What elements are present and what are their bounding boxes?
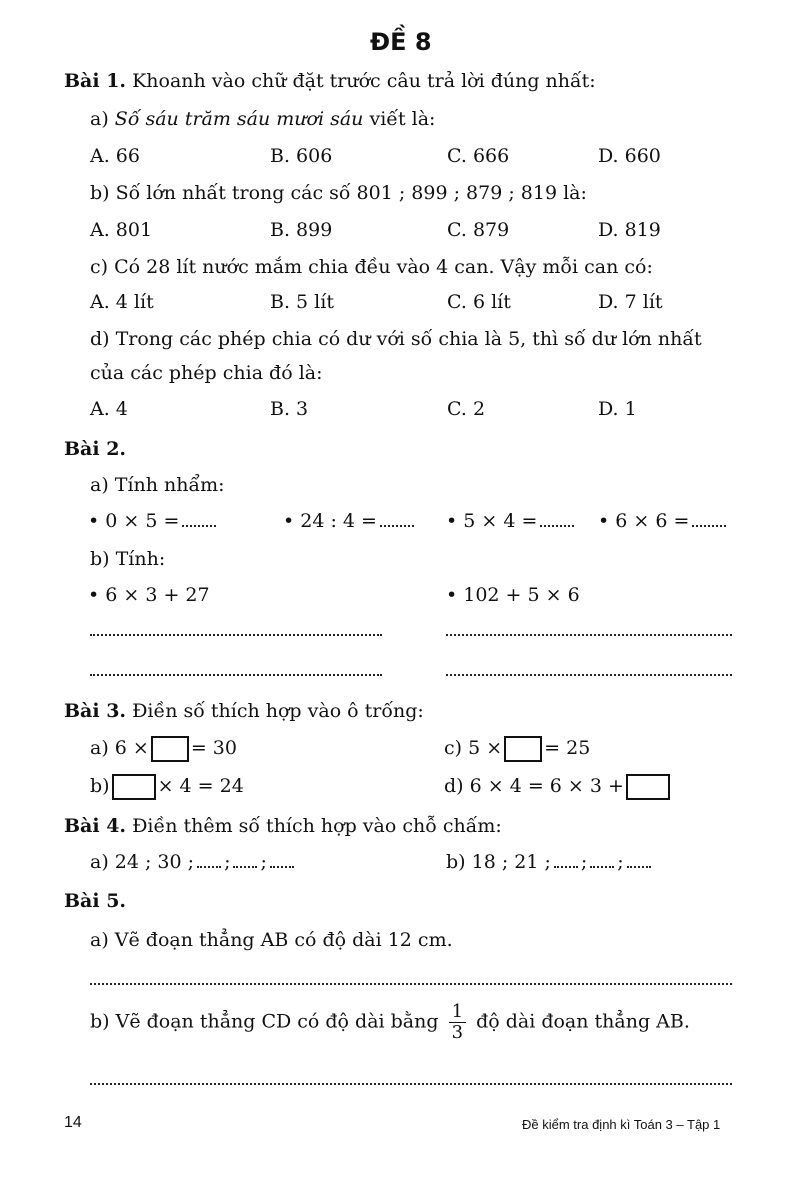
option-b[interactable]: B. 5 lít	[270, 291, 334, 313]
bai1-heading	[64, 70, 596, 92]
bai1-a-prefix: a)	[90, 108, 109, 130]
option-a[interactable]: A. 66	[90, 145, 140, 167]
bai1-d-question-line2: của các phép chia đó là:	[90, 362, 323, 384]
answer-blank[interactable]	[692, 525, 726, 527]
bai2-a-label: a) Tính nhẩm:	[90, 474, 225, 496]
sequence-item: a) 24 ; 30 ; ; ;	[90, 851, 297, 873]
fill-box-item: d) 6 × 4 = 6 × 3 +	[444, 774, 672, 800]
answer-blank[interactable]	[270, 866, 294, 868]
bai5-b-question: b) Vẽ đoạn thẳng CD có độ dài bằng $\frac{1}{3}$ độ dài đoạn thẳng AB.	[90, 1001, 690, 1043]
bai3-label: Bài 3.	[64, 700, 127, 722]
mental-calc-item: • 0 × 5 =	[88, 510, 219, 532]
bai1-b-question: b) Số lớn nhất trong các số 801 ; 899 ; 879 ; 819 là:	[90, 182, 587, 204]
bai1-instruction: Khoanh vào chữ đặt trước câu trả lời đúng nhất:	[132, 70, 596, 92]
calc-item: • 6 × 3 + 27	[88, 584, 210, 606]
answer-box[interactable]	[626, 774, 670, 800]
fill-box-item: c) 5 × = 25	[444, 736, 590, 762]
bai1-d-question-line1: d) Trong các phép chia có dư với số chia là 5, thì số dư lớn nhất	[90, 328, 702, 350]
bai1-label: Bài 1.	[64, 70, 127, 92]
option-a[interactable]: A. 801	[90, 219, 153, 241]
answer-blank[interactable]	[233, 866, 257, 868]
bai4-instruction: Điền thêm số thích hợp vào chỗ chấm:	[132, 815, 502, 837]
bai1-a-rest: viết là:	[369, 108, 436, 130]
option-d[interactable]: D. 7 lít	[598, 291, 663, 313]
answer-blank[interactable]	[590, 866, 614, 868]
answer-box[interactable]	[151, 736, 189, 762]
answer-blank[interactable]	[380, 525, 414, 527]
fraction-one-third: $\frac{1}{3}$	[449, 1002, 466, 1043]
sequence-item: b) 18 ; 21 ; ; ;	[446, 851, 654, 873]
answer-line[interactable]	[90, 1083, 732, 1085]
bai3-heading	[64, 700, 424, 722]
option-c[interactable]: C. 879	[447, 219, 510, 241]
bai5-a-question: a) Vẽ đoạn thẳng AB có độ dài 12 cm.	[90, 929, 453, 951]
answer-line[interactable]	[90, 634, 382, 636]
answer-blank[interactable]	[540, 525, 574, 527]
bai1-a-question	[90, 108, 435, 130]
bai1-c-question: c) Có 28 lít nước mắm chia đều vào 4 can. Vậy mỗi can có:	[90, 256, 653, 278]
option-d[interactable]: D. 660	[598, 145, 661, 167]
bai4-heading	[64, 815, 502, 837]
bai4-label: Bài 4.	[64, 815, 127, 837]
bai2-label: Bài 2.	[64, 438, 127, 460]
answer-blank[interactable]	[182, 525, 216, 527]
book-title: Đề kiểm tra định kì Toán 3 – Tập 1	[522, 1117, 721, 1132]
answer-line[interactable]	[90, 674, 382, 676]
option-a[interactable]: A. 4 lít	[90, 291, 154, 313]
option-b[interactable]: B. 606	[270, 145, 333, 167]
option-b[interactable]: B. 899	[270, 219, 333, 241]
option-c[interactable]: C. 666	[447, 145, 510, 167]
option-b[interactable]: B. 3	[270, 398, 309, 420]
answer-blank[interactable]	[627, 866, 651, 868]
answer-blank[interactable]	[554, 866, 578, 868]
answer-line[interactable]	[446, 634, 732, 636]
calc-item: • 102 + 5 × 6	[446, 584, 580, 606]
option-d[interactable]: D. 1	[598, 398, 637, 420]
mental-calc-item: • 5 × 4 =	[446, 510, 577, 532]
page-title: ĐỀ 8	[370, 28, 432, 56]
answer-line[interactable]	[90, 983, 732, 985]
option-d[interactable]: D. 819	[598, 219, 661, 241]
page-number: 14	[64, 1114, 82, 1131]
bai3-instruction: Điền số thích hợp vào ô trống:	[132, 700, 424, 722]
answer-line[interactable]	[446, 674, 732, 676]
bai5-label: Bài 5.	[64, 890, 127, 912]
bai1-a-italic-text: Số sáu trăm sáu mươi sáu	[114, 108, 364, 130]
option-a[interactable]: A. 4	[90, 398, 128, 420]
option-c[interactable]: C. 6 lít	[447, 291, 511, 313]
mental-calc-item: • 6 × 6 =	[598, 510, 729, 532]
fill-box-item: a) 6 × = 30	[90, 736, 237, 762]
answer-box[interactable]	[112, 774, 156, 800]
answer-box[interactable]	[504, 736, 542, 762]
bai2-b-label: b) Tính:	[90, 548, 166, 570]
option-c[interactable]: C. 2	[447, 398, 486, 420]
answer-blank[interactable]	[197, 866, 221, 868]
fill-box-item: b) × 4 = 24	[90, 774, 244, 800]
mental-calc-item: • 24 : 4 =	[283, 510, 417, 532]
